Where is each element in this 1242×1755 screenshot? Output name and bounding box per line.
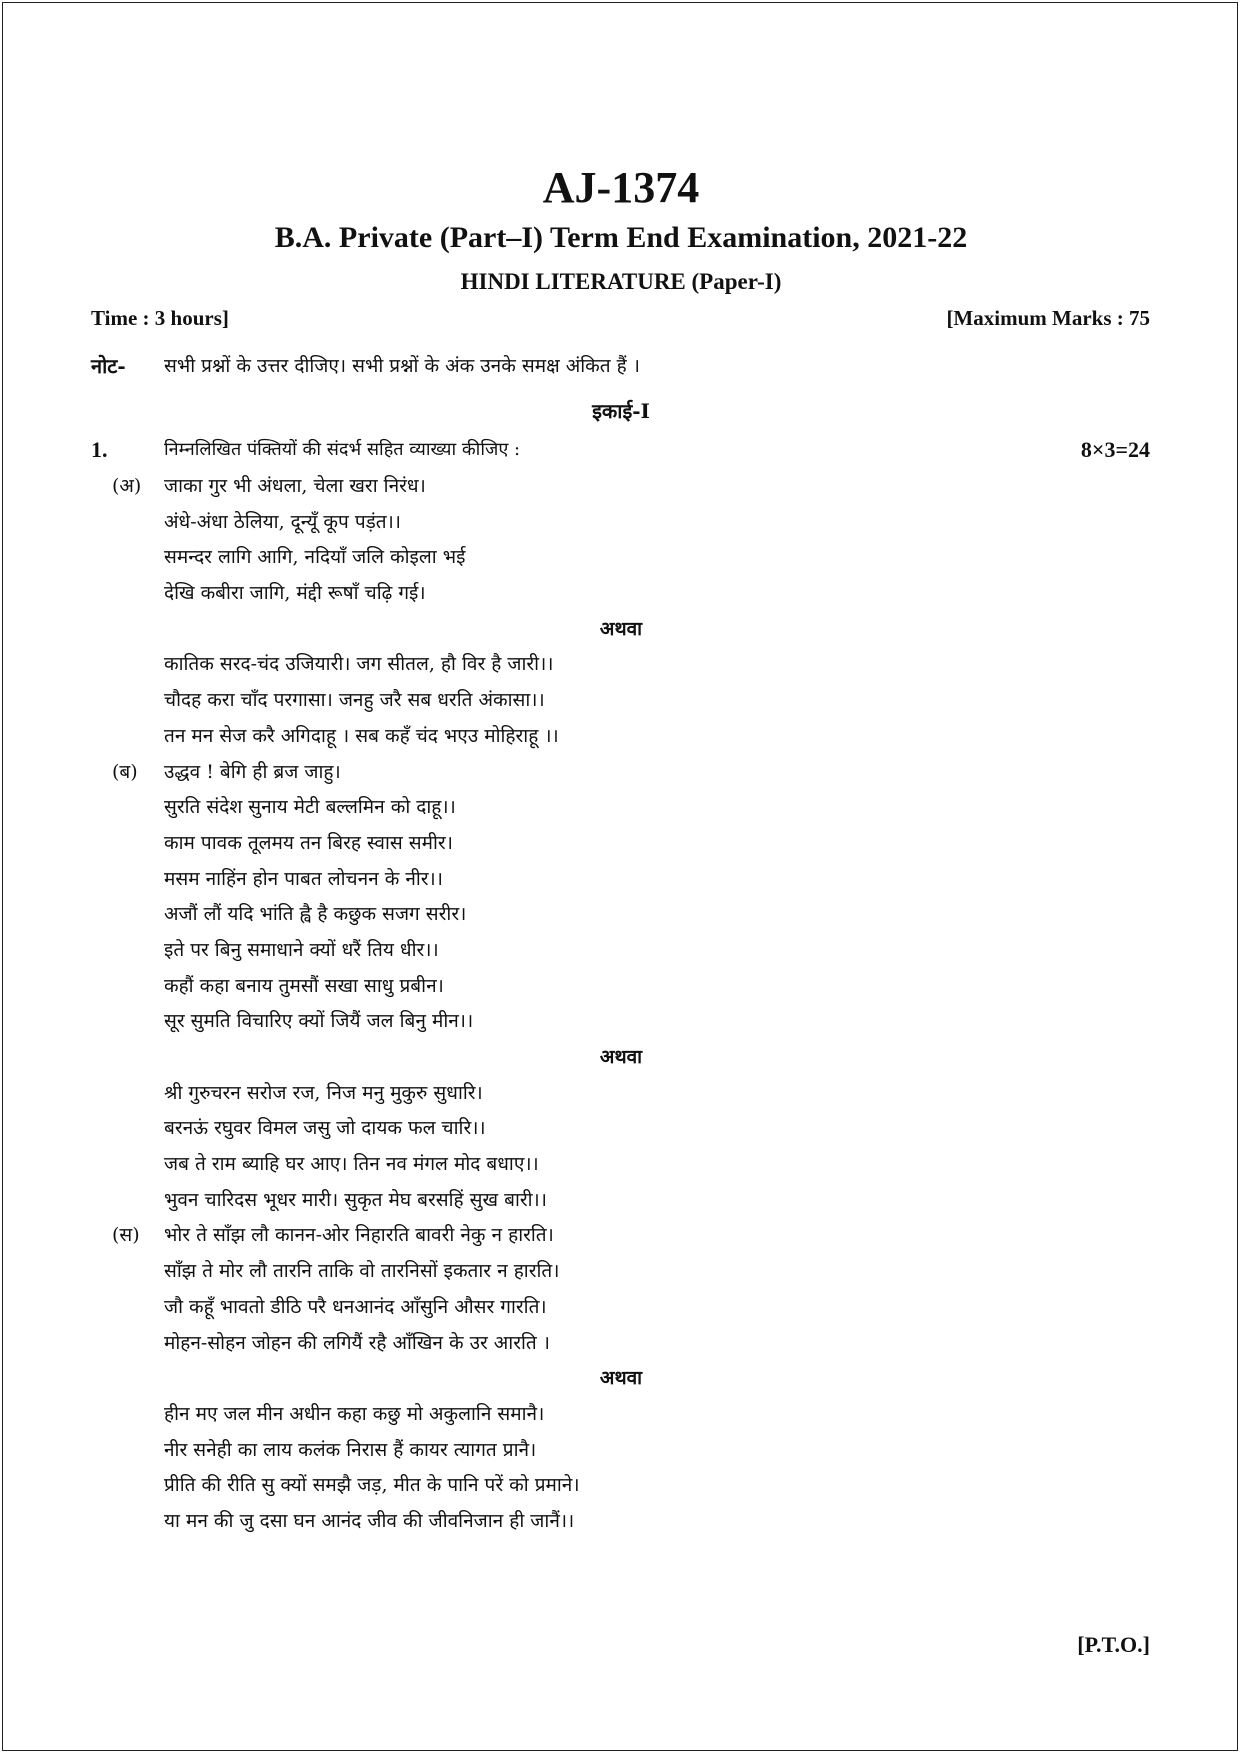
verse-block — [112, 469, 1164, 1540]
verse-line: हीन मए जल मीन अधीन कहा कछु मो अकुलानि समानै। — [164, 1402, 545, 1425]
verse-line: कहौं कहा बनाय तुमसौं सखा साधु प्रबीन। — [164, 974, 444, 997]
verse-line: अजौं लौं यदि भांति ह्वै है कछुक सजग सरीर। — [164, 903, 467, 926]
verse-line: मसम नाहिंन होन पाबत लोचनन के नीर।। — [164, 867, 443, 890]
verse-line — [112, 755, 1164, 791]
question-marks: 8×3=24 — [1080, 437, 1150, 462]
verse-line: कातिक सरद-चंद उजियारी। जग सीतल, हौ विर है जारी।। — [164, 653, 554, 676]
section-c-marker: (स) — [112, 1224, 140, 1247]
verse-line: सूर सुमति विचारिए क्यों जियैं जल बिनु मीन।। — [164, 1010, 474, 1033]
note-label: नोट- — [91, 354, 126, 378]
question-text: निम्नलिखित पंक्तियों की संदर्भ सहित व्याख्या कीजिए : — [164, 439, 521, 460]
verse-line: अंधे-अंधा ठेलिया, दून्यूँ कूप पड़ंत।। — [164, 510, 402, 533]
verse-line: श्री गुरुचरन सरोज रज, निज मनु मुकुरु सुधारि। — [164, 1081, 483, 1104]
verse-line: समन्दर लागि आगि, नदियाँ जलि कोइला भई — [164, 546, 466, 569]
or-separator: अथवा — [599, 1367, 643, 1390]
unit-heading: इकाई-I — [592, 399, 650, 423]
verse-line: प्रीति की रीति सु क्यों समझै जड़, मीत के पानि परें को प्रमाने। — [164, 1474, 580, 1497]
maximum-marks: [Maximum Marks : 75 — [946, 306, 1150, 330]
verse-line: जौ कहूँ भावतो डीठि परै धनआनंद आँसुनि औसर गारति। — [164, 1295, 547, 1318]
verse-line: चौदह करा चाँद परगासा। जनहु जरै सब धरति अंकासा।। — [164, 689, 545, 712]
time-allowed: Time : 3 hours] — [91, 306, 229, 330]
please-turn-over: [P.T.O.] — [1077, 1632, 1150, 1657]
or-separator: अथवा — [599, 617, 643, 640]
verse-line: तन मन सेज करै अगिदाहू । सब कहँ चंद भएउ मोहिराहू ।। — [164, 724, 559, 747]
section-a-marker: (अ) — [112, 475, 142, 497]
note-text: सभी प्रश्नों के उत्तर दीजिए। सभी प्रश्नों के अंक उनके समक्ष अंकित हैं । — [164, 355, 640, 377]
verse-line: इते पर बिनु समाधाने क्यों धरैं तिय धीर।। — [164, 938, 439, 961]
verse-line: बरनऊं रघुवर विमल जसु जो दायक फल चारि।। — [164, 1117, 486, 1140]
verse-line: साँझ ते मोर लौ तारनि ताकि वो तारनिसों इकतार न हारति। — [164, 1260, 560, 1283]
verse-text: भोर ते साँझ लौ कानन-ओर निहारति बावरी नेकु न हारति। — [164, 1224, 554, 1247]
verse-line: देखि कबीरा जागि, मंद्दी रूषाँ चढ़ि गई। — [164, 582, 426, 605]
verse-line: काम पावक तूलमय तन बिरह स्वास समीर। — [164, 831, 453, 854]
question-number: 1. — [91, 437, 108, 462]
verse-line: जब ते राम ब्याहि घर आए। तिन नव मंगल मोद बधाए।। — [164, 1153, 539, 1176]
or-separator: अथवा — [599, 1046, 643, 1068]
verse-line: सुरति संदेश सुनाय मेटी बल्लमिन को दाहू।। — [164, 796, 456, 819]
paper-code: AJ-1374 — [542, 163, 700, 212]
verse-line: मोहन-सोहन जोहन की लगियैं रहै आँखिन के उर आरति । — [164, 1331, 550, 1354]
verse-line: भुवन चारिदस भूधर मारी। सुकृत मेघ बरसहिं सुख बारी।। — [164, 1188, 547, 1211]
subject-title: HINDI LITERATURE (Paper-I) — [460, 269, 782, 294]
verse-line: नीर सनेही का लाय कलंक निरास हैं कायर त्यागत प्रानै। — [164, 1438, 537, 1461]
verse-line: या मन की जु दसा घन आनंद जीव की जीवनिजान ही जानैं।। — [164, 1509, 575, 1532]
verse-text: जाका गुर भी अंधला, चेला खरा निरंध। — [164, 475, 426, 497]
verse-line — [112, 469, 1164, 505]
verse-text: उद्धव ! बेगि ही ब्रज जाहु। — [164, 760, 341, 783]
exam-title: B.A. Private (Part–I) Term End Examination, 2021-22 — [274, 221, 968, 254]
verse-line — [112, 1218, 1164, 1254]
section-b-marker: (ब) — [112, 760, 138, 783]
